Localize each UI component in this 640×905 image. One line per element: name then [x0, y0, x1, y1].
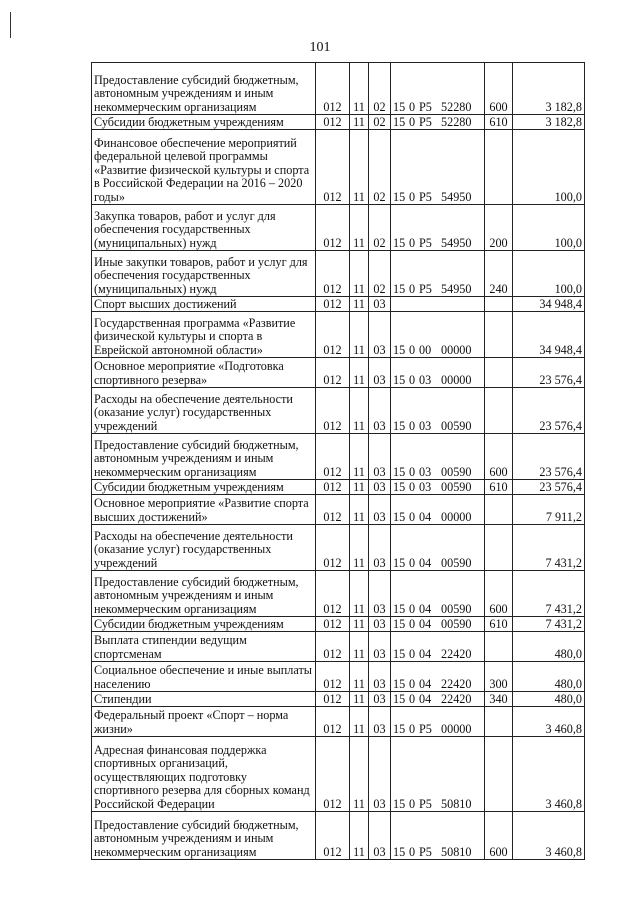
- target-article-sub: 0: [409, 721, 416, 736]
- section-code-cell: 11: [350, 812, 369, 860]
- section-code-cell: 11: [350, 297, 369, 312]
- target-article-sub: 0: [409, 114, 416, 129]
- target-article-main: 04: [419, 646, 432, 661]
- expense-name-cell: Адресная финансовая поддержка спортивных организаций, осуществляющих подготовку спортивного резерва для сборных команд Российской Федерации: [92, 737, 316, 812]
- target-article-cell: [391, 388, 485, 434]
- expense-name-cell: Предоставление субсидий бюджетным, автономным учреждениям и иным некоммерческим организациям: [92, 63, 316, 115]
- target-article-cell: [391, 480, 485, 495]
- section-code-cell: 11: [350, 312, 369, 358]
- target-article-main: 03: [419, 418, 432, 433]
- subsection-code-cell: 02: [369, 205, 391, 251]
- target-article-prog: 15: [393, 616, 406, 631]
- ministry-code-cell: 012: [316, 130, 350, 205]
- target-article-main: P5: [419, 99, 432, 114]
- table-row: [92, 617, 585, 632]
- expense-name-cell: Закупка товаров, работ и услуг для обеспечения государственных (муниципальных) нужд: [92, 205, 316, 251]
- ministry-code-cell: 012: [316, 571, 350, 617]
- expense-type-cell: [485, 707, 513, 737]
- subsection-code-cell: 03: [369, 434, 391, 480]
- subsection-code-cell: 03: [369, 388, 391, 434]
- target-article-dir: 54950: [441, 235, 472, 250]
- expense-type-cell: [485, 525, 513, 571]
- expense-type-cell: 300: [485, 662, 513, 692]
- section-code-cell: 11: [350, 525, 369, 571]
- expense-name-cell: Стипендии: [92, 692, 316, 707]
- target-article-cell: [391, 205, 485, 251]
- table-row: [92, 812, 585, 860]
- page-number: 101: [309, 40, 331, 55]
- subsection-code-cell: 02: [369, 115, 391, 130]
- expense-type-cell: [485, 388, 513, 434]
- ministry-code-cell: 012: [316, 707, 350, 737]
- section-code-cell: 11: [350, 737, 369, 812]
- target-article-dir: 00000: [441, 509, 472, 524]
- ministry-code-cell: 012: [316, 632, 350, 662]
- target-article-sub: 0: [409, 796, 416, 811]
- target-article-sub: 0: [409, 676, 416, 691]
- expense-type-cell: 600: [485, 63, 513, 115]
- amount-cell: 7 431,2: [513, 571, 585, 617]
- expense-type-cell: 600: [485, 434, 513, 480]
- subsection-code-cell: 03: [369, 480, 391, 495]
- table-row: [92, 480, 585, 495]
- target-article-prog: 15: [393, 235, 406, 250]
- target-article-sub: 0: [409, 464, 416, 479]
- ministry-code-cell: 012: [316, 388, 350, 434]
- section-code-cell: 11: [350, 388, 369, 434]
- ministry-code-cell: 012: [316, 63, 350, 115]
- expense-name-cell: Выплата стипендии ведущим спортсменам: [92, 632, 316, 662]
- target-article-sub: 0: [409, 281, 416, 296]
- target-article-main: 04: [419, 691, 432, 706]
- target-article-main: 03: [419, 372, 432, 387]
- target-article-sub: 0: [409, 601, 416, 616]
- target-article-prog: 15: [393, 646, 406, 661]
- subsection-code-cell: 02: [369, 251, 391, 297]
- target-article-prog: 15: [393, 555, 406, 570]
- section-code-cell: 11: [350, 434, 369, 480]
- target-article-cell: [391, 297, 485, 312]
- target-article-cell: [391, 707, 485, 737]
- expense-name-cell: Основное мероприятие «Развитие спорта высших достижений»: [92, 495, 316, 525]
- target-article-main: 00: [419, 342, 432, 357]
- target-article-sub: 0: [409, 479, 416, 494]
- target-article-cell: [391, 812, 485, 860]
- target-article-cell: [391, 63, 485, 115]
- table-row: [92, 63, 585, 115]
- target-article-cell: [391, 434, 485, 480]
- subsection-code-cell: 03: [369, 297, 391, 312]
- table-row: [92, 707, 585, 737]
- target-article-dir: 00590: [441, 601, 472, 616]
- target-article-sub: 0: [409, 509, 416, 524]
- section-code-cell: 11: [350, 632, 369, 662]
- expense-type-cell: [485, 130, 513, 205]
- subsection-code-cell: 03: [369, 737, 391, 812]
- amount-cell: 7 431,2: [513, 617, 585, 632]
- expense-name-cell: Субсидии бюджетным учреждениям: [92, 617, 316, 632]
- amount-cell: 100,0: [513, 251, 585, 297]
- target-article-main: P5: [419, 189, 432, 204]
- table-row: [92, 358, 585, 388]
- subsection-code-cell: 02: [369, 130, 391, 205]
- expense-name-cell: Социальное обеспечение и иные выплаты населению: [92, 662, 316, 692]
- target-article-prog: 15: [393, 281, 406, 296]
- amount-cell: 23 576,4: [513, 434, 585, 480]
- target-article-main: 03: [419, 464, 432, 479]
- expense-type-cell: 200: [485, 205, 513, 251]
- expense-type-cell: 600: [485, 812, 513, 860]
- section-code-cell: 11: [350, 692, 369, 707]
- section-code-cell: 11: [350, 358, 369, 388]
- target-article-sub: 0: [409, 342, 416, 357]
- subsection-code-cell: 02: [369, 63, 391, 115]
- target-article-cell: [391, 692, 485, 707]
- target-article-prog: 15: [393, 464, 406, 479]
- ministry-code-cell: 012: [316, 205, 350, 251]
- ministry-code-cell: 012: [316, 525, 350, 571]
- target-article-main: 04: [419, 509, 432, 524]
- expense-type-cell: 610: [485, 617, 513, 632]
- target-article-main: P5: [419, 844, 432, 859]
- expense-type-cell: [485, 312, 513, 358]
- table-body: [92, 63, 585, 860]
- table-row: [92, 251, 585, 297]
- amount-cell: 100,0: [513, 130, 585, 205]
- target-article-cell: [391, 632, 485, 662]
- target-article-prog: 15: [393, 342, 406, 357]
- section-code-cell: 11: [350, 617, 369, 632]
- expense-type-cell: 610: [485, 480, 513, 495]
- subsection-code-cell: 03: [369, 358, 391, 388]
- target-article-dir: 00000: [441, 721, 472, 736]
- expense-type-cell: [485, 495, 513, 525]
- table-row: [92, 312, 585, 358]
- target-article-dir: 00590: [441, 555, 472, 570]
- subsection-code-cell: 03: [369, 571, 391, 617]
- target-article-prog: 15: [393, 796, 406, 811]
- target-article-prog: 15: [393, 114, 406, 129]
- ministry-code-cell: 012: [316, 312, 350, 358]
- amount-cell: 3 182,8: [513, 115, 585, 130]
- target-article-main: P5: [419, 235, 432, 250]
- subsection-code-cell: 03: [369, 812, 391, 860]
- subsection-code-cell: 03: [369, 692, 391, 707]
- table-row: [92, 662, 585, 692]
- target-article-prog: 15: [393, 99, 406, 114]
- table-row: [92, 525, 585, 571]
- section-code-cell: 11: [350, 63, 369, 115]
- expense-name-cell: Государственная программа «Развитие физической культуры и спорта в Еврейской автономной области»: [92, 312, 316, 358]
- target-article-cell: [391, 251, 485, 297]
- target-article-prog: 15: [393, 844, 406, 859]
- target-article-dir: 54950: [441, 189, 472, 204]
- budget-table: [91, 62, 585, 860]
- expense-type-cell: [485, 632, 513, 662]
- ministry-code-cell: 012: [316, 617, 350, 632]
- target-article-cell: [391, 525, 485, 571]
- amount-cell: 7 431,2: [513, 525, 585, 571]
- target-article-cell: [391, 495, 485, 525]
- expense-type-cell: 600: [485, 571, 513, 617]
- expense-name-cell: Предоставление субсидий бюджетным, автономным учреждениям и иным некоммерческим организациям: [92, 571, 316, 617]
- expense-type-cell: [485, 297, 513, 312]
- amount-cell: 100,0: [513, 205, 585, 251]
- ministry-code-cell: 012: [316, 737, 350, 812]
- amount-cell: 480,0: [513, 662, 585, 692]
- target-article-dir: 22420: [441, 676, 472, 691]
- section-code-cell: 11: [350, 662, 369, 692]
- amount-cell: 3 182,8: [513, 63, 585, 115]
- table-row: [92, 130, 585, 205]
- target-article-cell: [391, 571, 485, 617]
- target-article-cell: [391, 312, 485, 358]
- amount-cell: 3 460,8: [513, 737, 585, 812]
- table-row: [92, 692, 585, 707]
- target-article-main: 04: [419, 601, 432, 616]
- table-row: [92, 737, 585, 812]
- table-row: [92, 434, 585, 480]
- amount-cell: 3 460,8: [513, 707, 585, 737]
- target-article-main: P5: [419, 796, 432, 811]
- table-row: [92, 297, 585, 312]
- ministry-code-cell: 012: [316, 358, 350, 388]
- expense-name-cell: Спорт высших достижений: [92, 297, 316, 312]
- target-article-dir: 50810: [441, 844, 472, 859]
- section-code-cell: 11: [350, 205, 369, 251]
- table-row: [92, 571, 585, 617]
- target-article-dir: 52280: [441, 99, 472, 114]
- section-code-cell: 11: [350, 115, 369, 130]
- target-article-prog: 15: [393, 676, 406, 691]
- expense-name-cell: Основное мероприятие «Подготовка спортивного резерва»: [92, 358, 316, 388]
- section-code-cell: 11: [350, 251, 369, 297]
- target-article-sub: 0: [409, 99, 416, 114]
- amount-cell: 7 911,2: [513, 495, 585, 525]
- target-article-prog: 15: [393, 509, 406, 524]
- expense-name-cell: Иные закупки товаров, работ и услуг для обеспечения государственных (муниципальных) нужд: [92, 251, 316, 297]
- ministry-code-cell: 012: [316, 495, 350, 525]
- ministry-code-cell: 012: [316, 251, 350, 297]
- expense-name-cell: Предоставление субсидий бюджетным, автономным учреждениям и иным некоммерческим организациям: [92, 812, 316, 860]
- target-article-main: P5: [419, 114, 432, 129]
- table-row: [92, 115, 585, 130]
- table-row: [92, 205, 585, 251]
- ministry-code-cell: 012: [316, 662, 350, 692]
- subsection-code-cell: 03: [369, 617, 391, 632]
- expense-type-cell: [485, 737, 513, 812]
- ministry-code-cell: 012: [316, 480, 350, 495]
- expense-name-cell: Федеральный проект «Спорт – норма жизни»: [92, 707, 316, 737]
- table-row: [92, 388, 585, 434]
- expense-name-cell: Субсидии бюджетным учреждениям: [92, 115, 316, 130]
- amount-cell: 23 576,4: [513, 480, 585, 495]
- subsection-code-cell: 03: [369, 707, 391, 737]
- target-article-sub: 0: [409, 235, 416, 250]
- target-article-dir: 50810: [441, 796, 472, 811]
- target-article-dir: 22420: [441, 691, 472, 706]
- target-article-cell: [391, 662, 485, 692]
- amount-cell: 34 948,4: [513, 312, 585, 358]
- section-code-cell: 11: [350, 571, 369, 617]
- amount-cell: 3 460,8: [513, 812, 585, 860]
- target-article-sub: 0: [409, 844, 416, 859]
- expense-type-cell: 340: [485, 692, 513, 707]
- target-article-main: 04: [419, 616, 432, 631]
- target-article-sub: 0: [409, 691, 416, 706]
- target-article-dir: 00590: [441, 418, 472, 433]
- amount-cell: 34 948,4: [513, 297, 585, 312]
- expense-type-cell: [485, 358, 513, 388]
- target-article-cell: [391, 737, 485, 812]
- section-code-cell: 11: [350, 495, 369, 525]
- amount-cell: 23 576,4: [513, 358, 585, 388]
- margin-line: [10, 12, 11, 38]
- target-article-sub: 0: [409, 646, 416, 661]
- ministry-code-cell: 012: [316, 812, 350, 860]
- target-article-dir: 00000: [441, 342, 472, 357]
- target-article-main: P5: [419, 281, 432, 296]
- target-article-sub: 0: [409, 555, 416, 570]
- amount-cell: 480,0: [513, 692, 585, 707]
- target-article-sub: 0: [409, 418, 416, 433]
- section-code-cell: 11: [350, 480, 369, 495]
- section-code-cell: 11: [350, 707, 369, 737]
- expense-name-cell: Финансовое обеспечение мероприятий федеральной целевой программы «Развитие физической культуры и спорта в Российской Федерации на 2016 – 2020 годы»: [92, 130, 316, 205]
- ministry-code-cell: 012: [316, 692, 350, 707]
- table-row: [92, 632, 585, 662]
- expense-type-cell: 240: [485, 251, 513, 297]
- target-article-cell: [391, 617, 485, 632]
- target-article-dir: 00590: [441, 479, 472, 494]
- target-article-main: 03: [419, 479, 432, 494]
- target-article-dir: 22420: [441, 646, 472, 661]
- target-article-main: P5: [419, 721, 432, 736]
- target-article-prog: 15: [393, 691, 406, 706]
- ministry-code-cell: 012: [316, 297, 350, 312]
- subsection-code-cell: 03: [369, 632, 391, 662]
- subsection-code-cell: 03: [369, 662, 391, 692]
- subsection-code-cell: 03: [369, 312, 391, 358]
- amount-cell: 480,0: [513, 632, 585, 662]
- target-article-dir: 00000: [441, 372, 472, 387]
- expense-type-cell: 610: [485, 115, 513, 130]
- target-article-dir: 00590: [441, 464, 472, 479]
- target-article-sub: 0: [409, 616, 416, 631]
- target-article-cell: [391, 358, 485, 388]
- expense-name-cell: Субсидии бюджетным учреждениям: [92, 480, 316, 495]
- section-code-cell: 11: [350, 130, 369, 205]
- ministry-code-cell: 012: [316, 434, 350, 480]
- target-article-prog: 15: [393, 601, 406, 616]
- target-article-cell: [391, 115, 485, 130]
- subsection-code-cell: 03: [369, 525, 391, 571]
- target-article-main: 04: [419, 676, 432, 691]
- target-article-prog: 15: [393, 418, 406, 433]
- expense-name-cell: Предоставление субсидий бюджетным, автономным учреждениям и иным некоммерческим организациям: [92, 434, 316, 480]
- target-article-prog: 15: [393, 189, 406, 204]
- expense-name-cell: Расходы на обеспечение деятельности (оказание услуг) государственных учреждений: [92, 525, 316, 571]
- target-article-prog: 15: [393, 479, 406, 494]
- target-article-sub: 0: [409, 372, 416, 387]
- target-article-dir: 54950: [441, 281, 472, 296]
- target-article-sub: 0: [409, 189, 416, 204]
- expense-name-cell: Расходы на обеспечение деятельности (оказание услуг) государственных учреждений: [92, 388, 316, 434]
- target-article-dir: 00590: [441, 616, 472, 631]
- target-article-main: 04: [419, 555, 432, 570]
- ministry-code-cell: 012: [316, 115, 350, 130]
- amount-cell: 23 576,4: [513, 388, 585, 434]
- target-article-dir: 52280: [441, 114, 472, 129]
- target-article-prog: 15: [393, 721, 406, 736]
- table-row: [92, 495, 585, 525]
- target-article-prog: 15: [393, 372, 406, 387]
- subsection-code-cell: 03: [369, 495, 391, 525]
- target-article-cell: [391, 130, 485, 205]
